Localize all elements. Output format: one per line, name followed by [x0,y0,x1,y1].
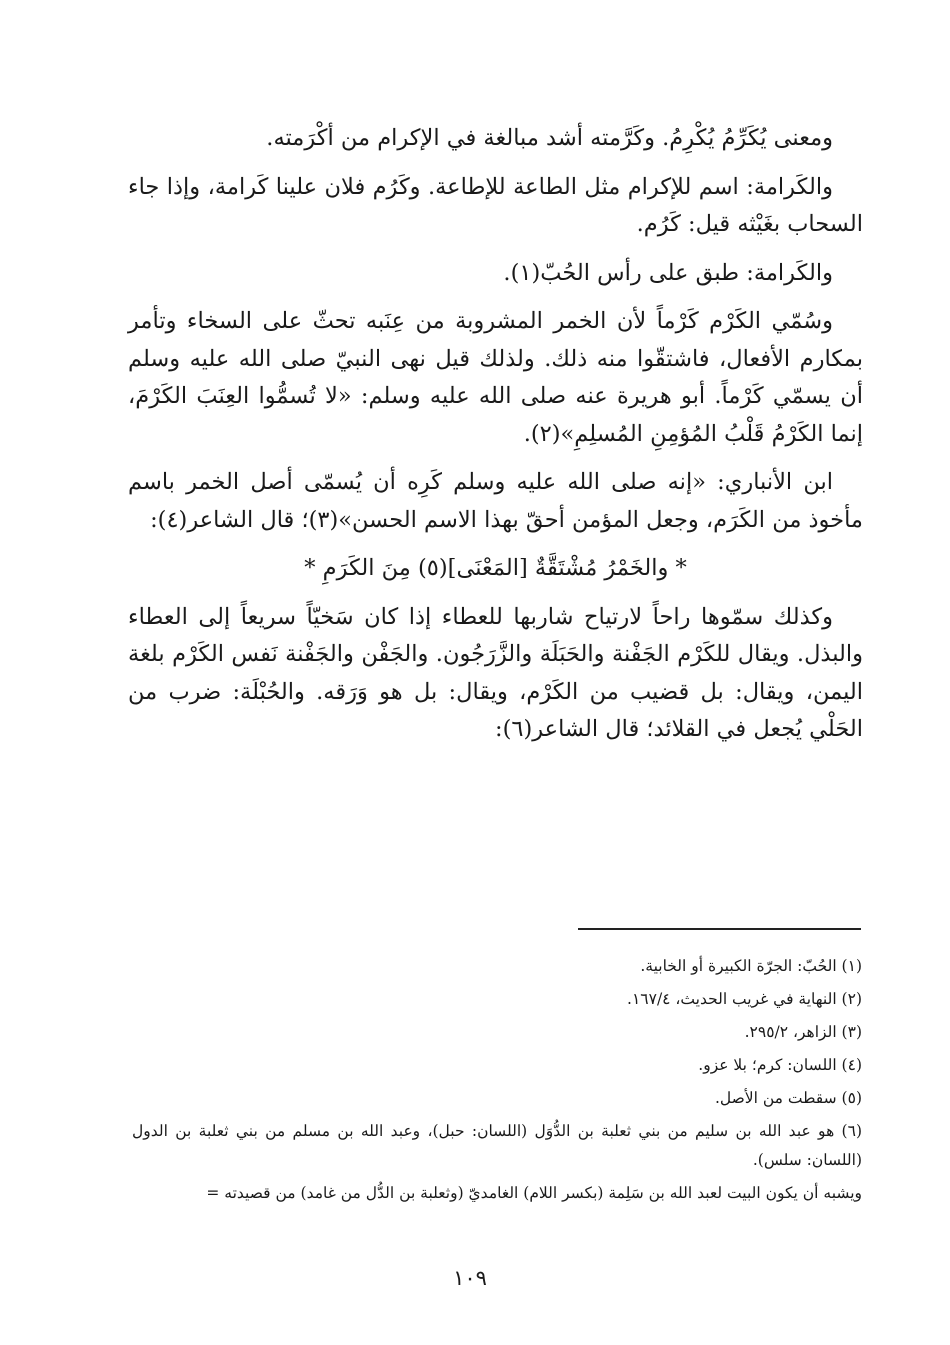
paragraph-karama-lid: والكَرامة: طبق على رأس الحُبّ(١). [503,259,833,286]
footnotes [132,952,862,1212]
footnote-separator [578,928,861,930]
footnote-6: (٦) هو عبد الله بن سليم من بني ثعلبة بن الدُّوَل (اللسان: حبل)، وعبد الله بن مسلم من بني ثعلبة بن الدول (اللسان: سلس). [132,1122,862,1169]
poetry-verse: * والخَمْرُ مُشْتَقَّةٌ [المَعْنَى](٥) مِنَ الكَرَمِ * [304,555,687,581]
paragraph-meaning-yukarrim: ومعنى يُكَرِّمُ يُكْرِمُ. وكَرَّمته أشد مبالغة في الإكرام من أكْرَمته. [266,125,833,151]
paragraph-ibn-al-anbari: ابن الأنباري: «إنه صلى الله عليه وسلم كَرِه أن يُسمّى أصل الخمر باسم مأخوذ من الكَرَم، وجعل المؤمن أحقّ بهذا الاسم الحسن»(٣)؛ قال الشاعر(٤): [128,469,863,533]
paragraph-karama-definition: والكَرامة: اسم للإكرام مثل الطاعة للإطاعة. وكَرُم فلان علينا كَرامة، وإذا جاء السحاب بغَيْثه قيل: كَرُم. [128,173,863,237]
page-number: ١٠٩ [453,1266,487,1290]
paragraph-naming-karm: وسُمّي الكَرْم كَرْماً لأن الخمر المشروبة من عِنَبه تحثّ على السخاء وتأمر بمكارم الأفعال، فاشتقّوا منه ذلك. ولذلك قيل نهى النبيّ صلى الله عليه وسلم أن يسمّي كَرْماً. أبو هريرة عنه صلى الله عليه وسلم: «لا تُسمُّوا العِنَبَ الكَرْمَ، إنما الكَرْمُ قَلْبُ المُؤمِنِ المُسلِمِ»(٢). [128,308,863,447]
footnote-4: (٤) اللسان: كرم؛ بلا عزو. [698,1056,862,1074]
main-text [128,120,863,760]
footnote-continuation: ويشبه أن يكون البيت لعبد الله بن سَلِمة (بكسر اللام) الغامديّ (وثعلبة بن الدُّل من غامد) من قصيدته = [206,1184,862,1202]
footnote-3: (٣) الزاهر، ٢٩٥/٢. [744,1023,862,1041]
footnote-5: (٥) سقطت من الأصل. [714,1089,862,1107]
footnote-1: (١) الحُبّ: الجرّة الكبيرة أو الخابية. [640,957,862,975]
paragraph-rah-naming: وكذلك سمّوها راحاً لارتياح شاربها للعطاء إذا كان سَخيّاً سريعاً إلى العطاء والبذل. ويقال للكَرْم الجَفْنة والحَبَلَة والزَّرَجُون. والجَفْن والجَفْنة نَفس الكَرْم بلغة اليمن، ويقال: بل قضيب من الكَرْم، ويقال: بل هو وَرَقه. والحُبْلَة: ضرب من الحَلْي يُجعل في القلائد؛ قال الشاعر(٦): [128,603,863,742]
footnote-2: (٢) النهاية في غريب الحديث، ١٦٧/٤. [627,990,862,1008]
